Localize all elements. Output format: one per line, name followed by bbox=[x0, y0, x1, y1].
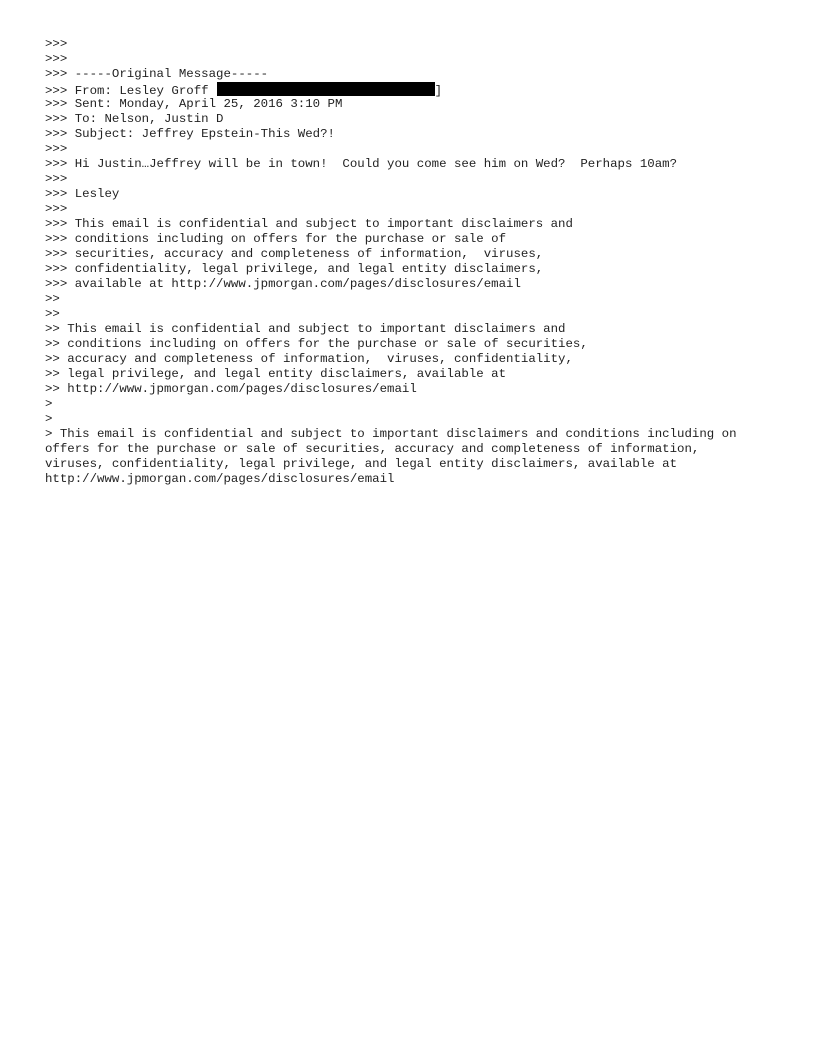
quote-line: > bbox=[45, 397, 53, 411]
disclaimer-line: http://www.jpmorgan.com/pages/disclosures/email bbox=[45, 472, 395, 486]
disclaimer-line: >>> conditions including on offers for the purchase or sale of bbox=[45, 232, 507, 246]
disclaimer-line: >> This email is confidential and subject to important disclaimers and bbox=[45, 322, 566, 336]
disclaimer-line: >>> confidentiality, legal privilege, and legal entity disclaimers, bbox=[45, 262, 544, 276]
disclaimer-line: viruses, confidentiality, legal privilege, and legal entity disclaimers, available at bbox=[45, 457, 678, 471]
disclaimer-line: >> legal privilege, and legal entity disclaimers, available at bbox=[45, 367, 507, 381]
quote-line: >>> bbox=[45, 52, 68, 66]
redaction-bar bbox=[289, 82, 435, 96]
disclaimer-line: >>> available at http://www.jpmorgan.com/pages/disclosures/email bbox=[45, 277, 521, 291]
original-message-header: >>> -----Original Message----- bbox=[45, 67, 269, 81]
disclaimer-line: >> accuracy and completeness of information, viruses, confidentiality, bbox=[45, 352, 573, 366]
quote-line: >> bbox=[45, 292, 60, 306]
quote-line: > bbox=[45, 412, 53, 426]
disclaimer-line: >> conditions including on offers for the purchase or sale of securities, bbox=[45, 337, 588, 351]
from-suffix: ] bbox=[434, 84, 443, 98]
quote-line: >>> bbox=[45, 172, 68, 186]
signature-line: >>> Lesley bbox=[45, 187, 120, 201]
disclaimer-line: >> http://www.jpmorgan.com/pages/disclosures/email bbox=[45, 382, 417, 396]
redaction-bar bbox=[217, 82, 289, 96]
quote-line: >> bbox=[45, 307, 60, 321]
subject-line: >>> Subject: Jeffrey Epstein-This Wed?! bbox=[45, 127, 335, 141]
disclaimer-line: > This email is confidential and subject to important disclaimers and conditions including on bbox=[45, 427, 737, 441]
from-label: >>> From: Lesley Groff bbox=[45, 84, 209, 98]
email-document bbox=[45, 37, 785, 487]
quote-line: >>> bbox=[45, 202, 68, 216]
disclaimer-line: >>> securities, accuracy and completeness of information, viruses, bbox=[45, 247, 544, 261]
disclaimer-line: >>> This email is confidential and subject to important disclaimers and bbox=[45, 217, 573, 231]
from-line bbox=[45, 82, 785, 97]
to-line: >>> To: Nelson, Justin D bbox=[45, 112, 224, 126]
quote-line: >>> bbox=[45, 37, 68, 51]
quote-line: >>> bbox=[45, 142, 68, 156]
message-body-line: >>> Hi Justin…Jeffrey will be in town! Could you come see him on Wed? Perhaps 10am? bbox=[45, 157, 678, 171]
disclaimer-line: offers for the purchase or sale of securities, accuracy and completeness of information, bbox=[45, 442, 700, 456]
sent-line: >>> Sent: Monday, April 25, 2016 3:10 PM bbox=[45, 97, 343, 111]
